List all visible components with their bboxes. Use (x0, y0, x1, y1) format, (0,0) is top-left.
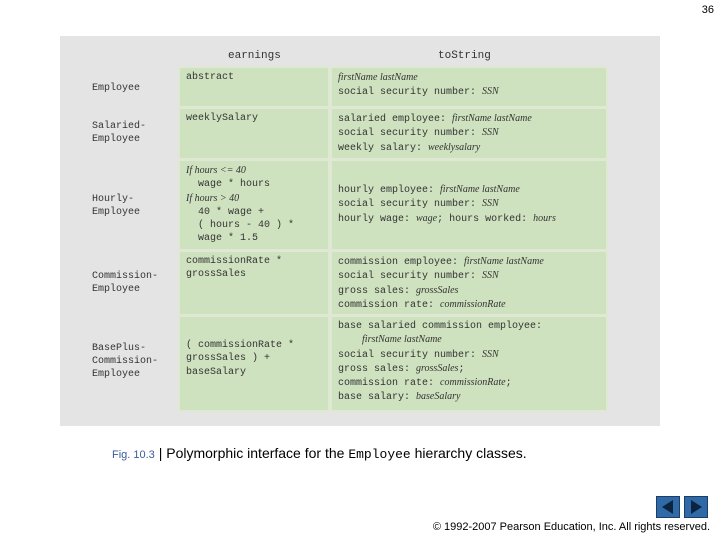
cell-code-text: commission employee: (338, 257, 465, 268)
cell-line (338, 376, 600, 390)
cell-code-text: commissionRate * (186, 256, 283, 267)
cell-line (186, 164, 322, 178)
cell-code-text: social security number: (338, 271, 483, 283)
cell-code-text: wage * hours (186, 179, 271, 191)
cell-placeholder-text: baseSalary (416, 391, 461, 403)
cell-code-text: wage * 1.5 (186, 233, 259, 245)
cell-commission-tostring (332, 252, 606, 314)
cell-code-text: baseSalary (186, 366, 247, 378)
cell-placeholder-text: If hours > 40 (186, 192, 240, 204)
cell-placeholder-text: commissionRate (440, 377, 506, 389)
cell-line (338, 333, 600, 347)
row-label-commission-employee: Commission- Employee (92, 271, 159, 295)
cell-employee-earnings (180, 68, 328, 106)
cell-commission-earnings (180, 252, 328, 314)
cell-line (186, 255, 322, 268)
page-number: 36 (701, 4, 714, 16)
cell-line (338, 298, 600, 312)
cell-line (338, 362, 600, 376)
cell-code-text (338, 335, 362, 346)
cell-line (186, 192, 322, 206)
figure-label: Fig. 10.3 (112, 449, 155, 461)
caption-separator: | (154, 445, 167, 461)
cell-placeholder-text: weeklysalary (428, 141, 481, 153)
cell-line (338, 284, 600, 298)
polymorphic-interface-figure (60, 36, 660, 426)
cell-placeholder-text: firstName lastName (440, 184, 520, 195)
cell-line (186, 352, 322, 365)
cell-baseplus-tostring (332, 317, 606, 410)
cell-line (338, 348, 600, 362)
cell-code-text: hourly wage: (338, 213, 417, 225)
previous-slide-button[interactable] (656, 496, 680, 518)
cell-code-text: grossSales ) + (186, 353, 271, 365)
cell-code-text: social security number: (338, 349, 483, 361)
cell-placeholder-text: SSN (482, 86, 499, 98)
cell-hourly-earnings (180, 161, 328, 249)
cell-placeholder-text: firstName lastName (362, 334, 442, 346)
cell-line (186, 366, 322, 379)
cell-baseplus-earnings (180, 317, 328, 410)
caption-text-before: Polymorphic interface for the (166, 445, 349, 461)
cell-placeholder-text: SSN (482, 348, 499, 360)
cell-code-text: salaried employee: (338, 114, 453, 125)
cell-code-text: base salary: (338, 392, 417, 404)
cell-code-text: social security number: (338, 128, 483, 140)
cell-line (338, 112, 600, 126)
column-header-earnings: earnings (228, 50, 281, 62)
cell-code-text: hourly employee: (338, 185, 441, 196)
cell-employee-tostring (332, 68, 606, 106)
cell-line (186, 206, 322, 219)
cell-line (186, 268, 322, 281)
cell-code-text: ; hours worked: (437, 213, 534, 225)
cell-placeholder-text: firstName lastName (452, 113, 532, 124)
cell-line (338, 71, 600, 85)
cell-line (338, 141, 600, 155)
cell-code-text: commission rate: (338, 299, 441, 311)
cell-code-text: ( commissionRate * (186, 340, 295, 351)
cell-line (338, 126, 600, 140)
cell-hourly-tostring (332, 161, 606, 249)
column-header-tostring: toString (438, 50, 491, 62)
cell-code-text: weekly salary: (338, 142, 429, 154)
cell-line (338, 255, 600, 269)
cell-line (338, 212, 600, 226)
cell-code-text: social security number: (338, 199, 483, 211)
cell-line (338, 85, 600, 99)
cell-placeholder-text: wage (416, 212, 438, 224)
cell-line (186, 219, 322, 232)
row-label-salaried-employee: Salaried- Employee (92, 121, 147, 145)
cell-line (186, 339, 322, 352)
cell-line (186, 112, 322, 125)
cell-line (186, 71, 322, 84)
cell-line (338, 320, 600, 333)
cell-code-text: weeklySalary (186, 113, 259, 124)
cell-code-text: commission rate: (338, 378, 441, 390)
cell-code-text: gross sales: (338, 363, 417, 375)
cell-placeholder-text: SSN (482, 127, 499, 139)
cell-code-text: ; (505, 378, 512, 390)
cell-placeholder-text: If hours <= 40 (186, 165, 246, 176)
cell-code-text: grossSales (186, 269, 247, 281)
cell-line (338, 183, 600, 197)
caption-text-after: hierarchy classes. (410, 445, 527, 461)
cell-placeholder-text: grossSales (416, 362, 459, 374)
cell-line (186, 232, 322, 245)
caption-code: Employee (348, 447, 411, 462)
cell-line (186, 178, 322, 191)
row-label-hourly-employee: Hourly- Employee (92, 194, 141, 218)
cell-placeholder-text: SSN (482, 198, 499, 210)
cell-salaried-earnings (180, 109, 328, 158)
figure-caption (112, 445, 527, 462)
row-label-employee: Employee (92, 83, 141, 94)
cell-placeholder-text: SSN (482, 270, 499, 282)
cell-placeholder-text: grossSales (416, 284, 459, 296)
row-label-basepluscommission-employee: BasePlus- Commission- Employee (92, 343, 159, 380)
triangle-left-icon (657, 497, 679, 517)
cell-salaried-tostring (332, 109, 606, 158)
cell-placeholder-text: commissionRate (440, 298, 506, 310)
copyright-notice: © 1992-2007 Pearson Education, Inc. All rights reserved. (432, 521, 710, 533)
cell-placeholder-text: firstName lastName (464, 256, 544, 267)
cell-code-text: abstract (186, 72, 235, 83)
triangle-right-icon (685, 497, 707, 517)
cell-line (338, 390, 600, 404)
cell-placeholder-text: firstName lastName (338, 72, 418, 83)
cell-code-text: ; (458, 363, 465, 375)
cell-code-text: ( hours - 40 ) * (186, 220, 295, 232)
cell-code-text: base salaried commission employee: (338, 321, 543, 332)
cell-line (338, 269, 600, 283)
method-grid (178, 66, 608, 412)
next-slide-button[interactable] (684, 496, 708, 518)
cell-code-text: social security number: (338, 87, 483, 99)
cell-code-text: 40 * wage + (186, 206, 265, 218)
cell-line (338, 197, 600, 211)
cell-placeholder-text: hours (533, 212, 556, 224)
cell-code-text: gross sales: (338, 285, 417, 297)
